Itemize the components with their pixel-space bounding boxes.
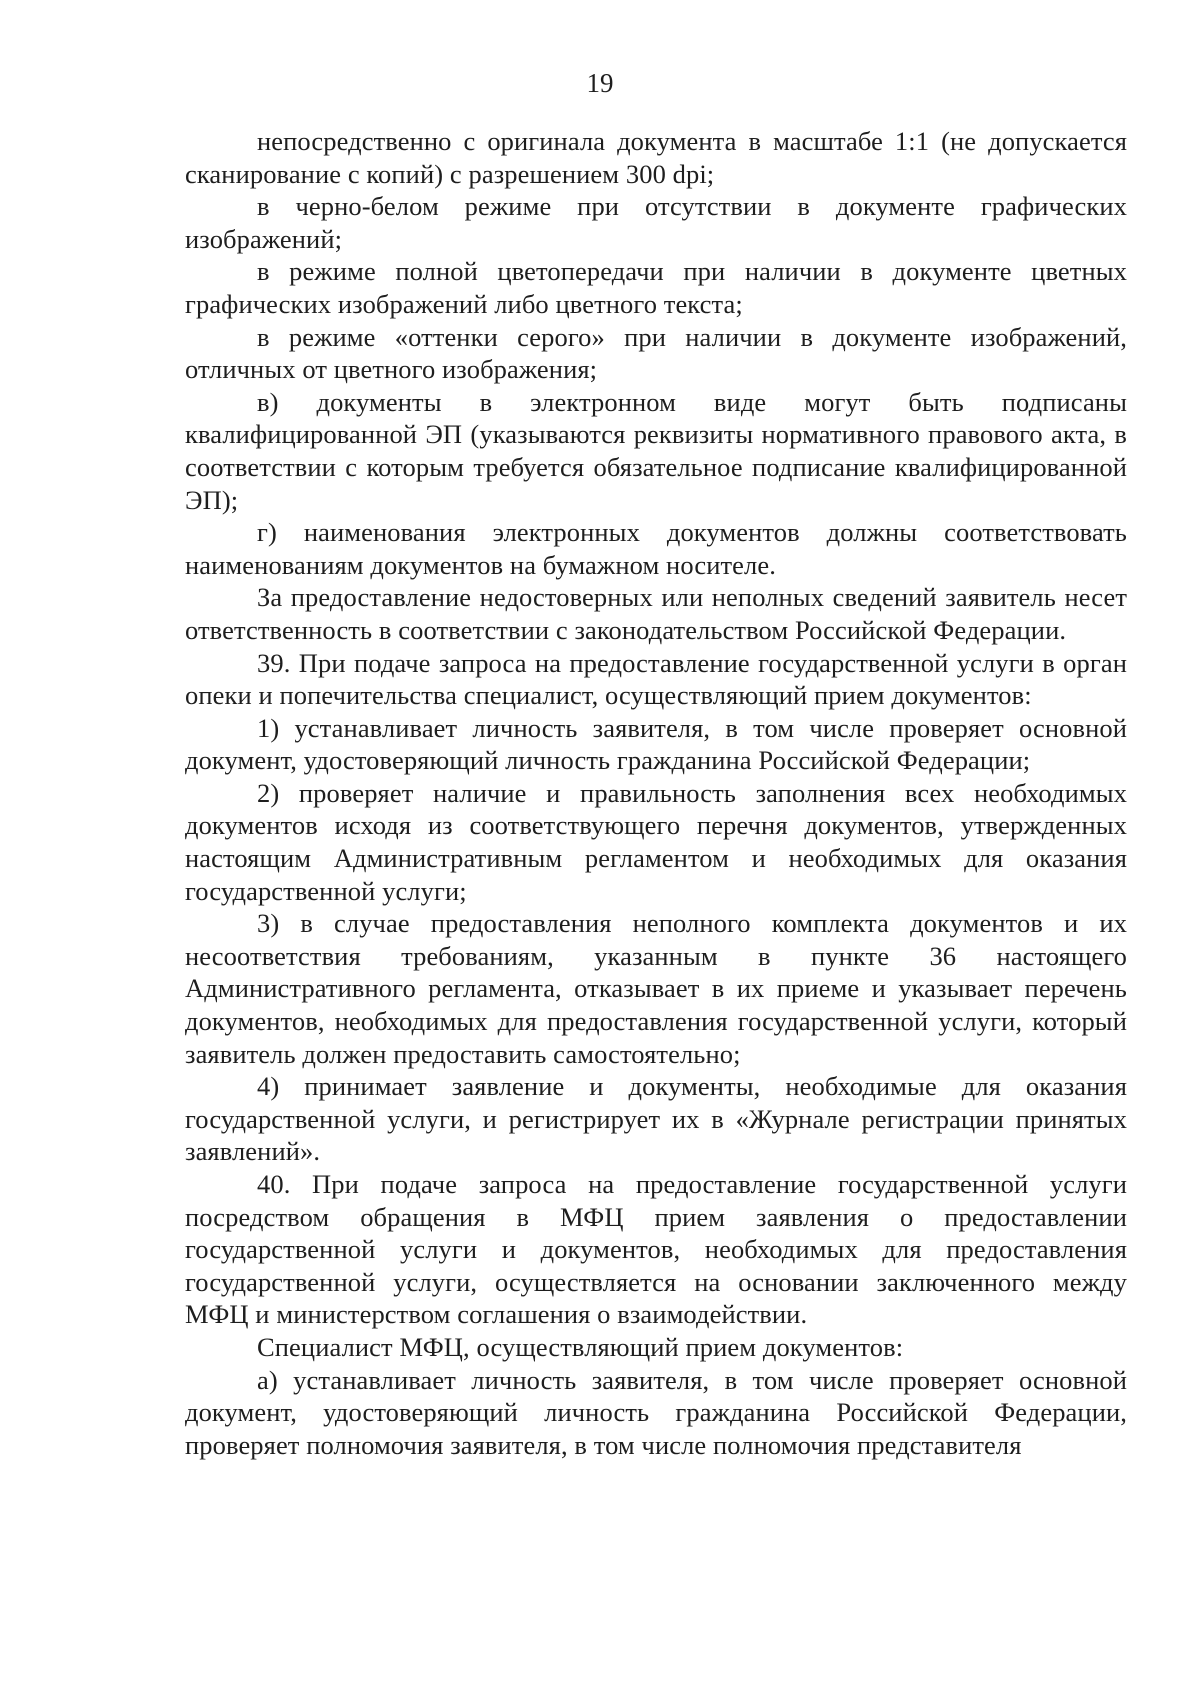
document-body bbox=[185, 125, 1127, 1461]
paragraph-scan-original: непосредственно с оригинала документа в масштабе 1:1 (не допускается сканирование с копий) с разрешением 300 dpi; bbox=[185, 126, 1127, 189]
paragraph-item-40: 40. При подаче запроса на предоставление государственной услуги посредством обращения в МФЦ прием заявления о предоставлении государственной услуги и документов, необходимых для предоставления государственной услуги, осуществляется на основании заключенного между МФЦ и министерством соглашения о взаимодействии. bbox=[185, 1169, 1127, 1330]
paragraph-item-g: г) наименования электронных документов должны соответствовать наименованиям документов на бумажном носителе. bbox=[185, 517, 1127, 580]
paragraph-item-39-3: 3) в случае предоставления неполного комплекта документов и их несоответствия требованиям, указанным в пункте 36 настоящего Административного регламента, отказывает в их приеме и указывает перечень документов, необходимых для предоставления государственной услуги, который заявитель должен предоставить самостоятельно; bbox=[185, 908, 1127, 1069]
paragraph-item-39-4: 4) принимает заявление и документы, необходимые для оказания государственной услуги, и регистрирует их в «Журнале регистрации принятых заявлений». bbox=[185, 1071, 1127, 1167]
paragraph-item-39-2: 2) проверяет наличие и правильность заполнения всех необходимых документов исходя из соответствующего перечня документов, утвержденных настоящим Административным регламентом и необходимых для оказания государственной услуги; bbox=[185, 777, 1127, 906]
paragraph-responsibility: За предоставление недостоверных или неполных сведений заявитель несет ответственность в соответствии с законодательством Российской Федерации. bbox=[185, 582, 1127, 645]
paragraph-item-39: 39. При подаче запроса на предоставление государственной услуги в орган опеки и попечительства специалист, осуществляющий прием документов: bbox=[185, 647, 1127, 711]
paragraph-mfc-specialist: Специалист МФЦ, осуществляющий прием документов: bbox=[257, 1331, 904, 1362]
paragraph-item-40-a: а) устанавливает личность заявителя, в том числе проверяет основной документ, удостоверяющий личность гражданина Российской Федерации, проверяет полномочия заявителя, в том числе полномочия представителя bbox=[185, 1364, 1127, 1460]
paragraph-full-color-mode: в режиме полной цветопередачи при наличии в документе цветных графических изображений либо цветного текста; bbox=[185, 256, 1127, 319]
paragraph-item-v: в) документы в электронном виде могут быть подписаны квалифицированной ЭП (указываются реквизиты нормативного правового акта, в соответствии с которым требуется обязательное подписание квалифицированной ЭП); bbox=[185, 386, 1127, 515]
paragraph-item-39-1: 1) устанавливает личность заявителя, в том числе проверяет основной документ, удостоверяющий личность гражданина Российской Федерации; bbox=[185, 712, 1127, 776]
page-number: 19 bbox=[586, 68, 614, 98]
paragraph-black-white-mode: в черно-белом режиме при отсутствии в документе графических изображений; bbox=[185, 191, 1127, 254]
paragraph-grayscale-mode: в режиме «оттенки серого» при наличии в документе изображений, отличных от цветного изображения; bbox=[185, 321, 1127, 385]
